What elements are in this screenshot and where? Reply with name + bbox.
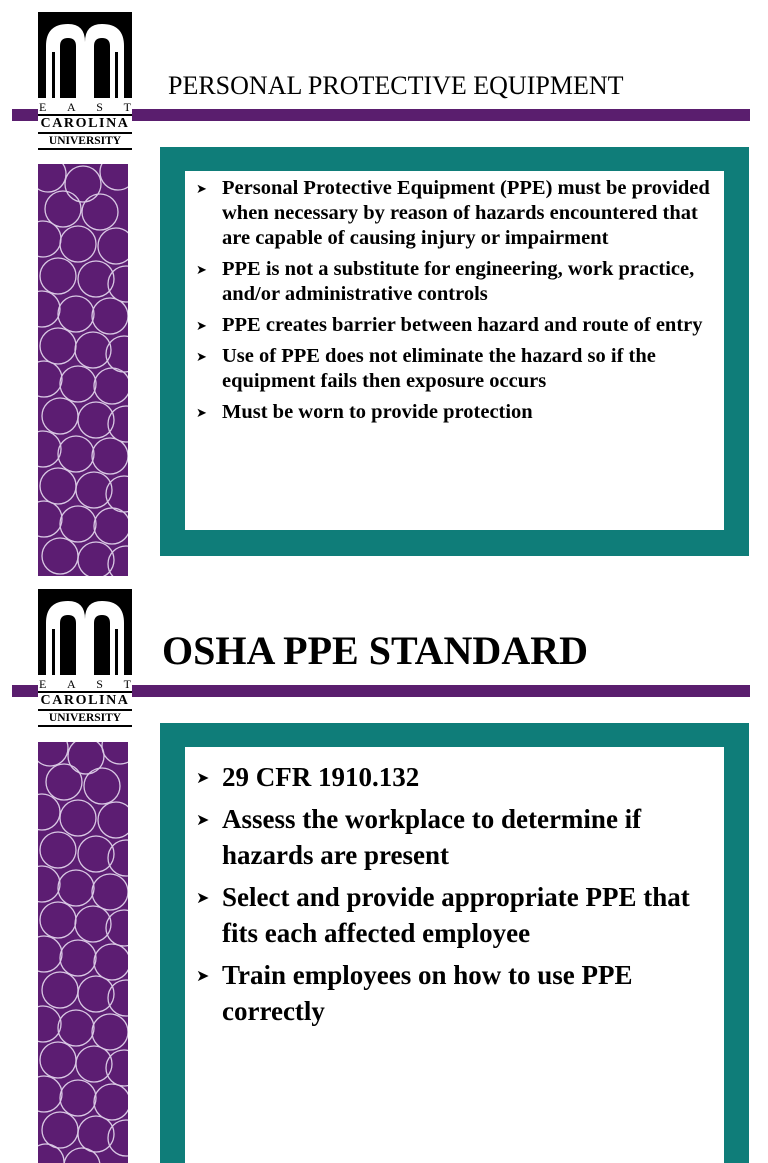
arrowhead-bullet-icon: ➤	[196, 349, 207, 364]
bullet-list	[196, 759, 716, 1035]
logo-university-text: UNIVERSITY	[38, 132, 132, 150]
content-frame	[160, 723, 749, 1163]
logo-east-text: E A S T	[39, 100, 131, 114]
list-item	[196, 313, 716, 338]
list-item	[196, 176, 716, 251]
logo-university-text: UNIVERSITY	[38, 709, 132, 727]
arrowhead-bullet-icon: ➤	[196, 405, 207, 420]
slide-personal-protective-equipment	[0, 0, 768, 576]
arrowhead-bullet-icon: ➤	[196, 262, 207, 277]
bullet-list	[196, 176, 716, 431]
bullet-text: 29 CFR 1910.132	[222, 762, 420, 792]
ecu-logo	[38, 12, 132, 150]
logo-east-text: E A S T	[39, 677, 131, 691]
ecu-logo	[38, 589, 132, 727]
content-panel	[185, 747, 724, 1163]
bullet-text: Personal Protective Equipment (PPE) must be provided when necessary by reason of hazards encountered that are capable of causing injury or impairment	[222, 177, 710, 249]
content-frame	[160, 147, 749, 556]
logo-carolina-text: CAROLINA	[38, 691, 132, 709]
list-item	[196, 344, 716, 394]
bullet-text: Select and provide appropriate PPE that fits each affected employee	[222, 882, 690, 948]
logo-carolina-text: CAROLINA	[38, 114, 132, 132]
bullet-text: Assess the workplace to determine if hazards are present	[222, 804, 642, 870]
slide-osha-ppe-standard	[0, 587, 768, 1163]
bullet-text: PPE is not a substitute for engineering, work practice, and/or administrative controls	[222, 258, 695, 305]
ecu-arch-logo-icon	[38, 589, 132, 675]
content-panel	[185, 171, 724, 530]
arrowhead-bullet-icon: ➤	[196, 968, 210, 985]
slide-title: PERSONAL PROTECTIVE EQUIPMENT	[168, 71, 624, 100]
circle-pattern-sidebar	[38, 164, 128, 576]
slide-title: OSHA PPE STANDARD	[162, 628, 588, 673]
arrowhead-bullet-icon: ➤	[196, 812, 210, 829]
bullet-text: Train employees on how to use PPE correctly	[222, 960, 633, 1026]
bullet-text: PPE creates barrier between hazard and route of entry	[222, 314, 703, 336]
arrowhead-bullet-icon: ➤	[196, 318, 207, 333]
circle-pattern-sidebar	[38, 742, 128, 1163]
list-item	[196, 801, 716, 873]
list-item	[196, 257, 716, 307]
arrowhead-bullet-icon: ➤	[196, 890, 210, 907]
bullet-text: Must be worn to provide protection	[222, 401, 533, 423]
ecu-arch-logo-icon	[38, 12, 132, 98]
list-item	[196, 400, 716, 425]
arrowhead-bullet-icon: ➤	[196, 770, 210, 787]
arrowhead-bullet-icon: ➤	[196, 181, 207, 196]
list-item	[196, 879, 716, 951]
bullet-text: Use of PPE does not eliminate the hazard so if the equipment fails then exposure occurs	[222, 345, 656, 392]
list-item	[196, 957, 716, 1029]
list-item	[196, 759, 716, 795]
